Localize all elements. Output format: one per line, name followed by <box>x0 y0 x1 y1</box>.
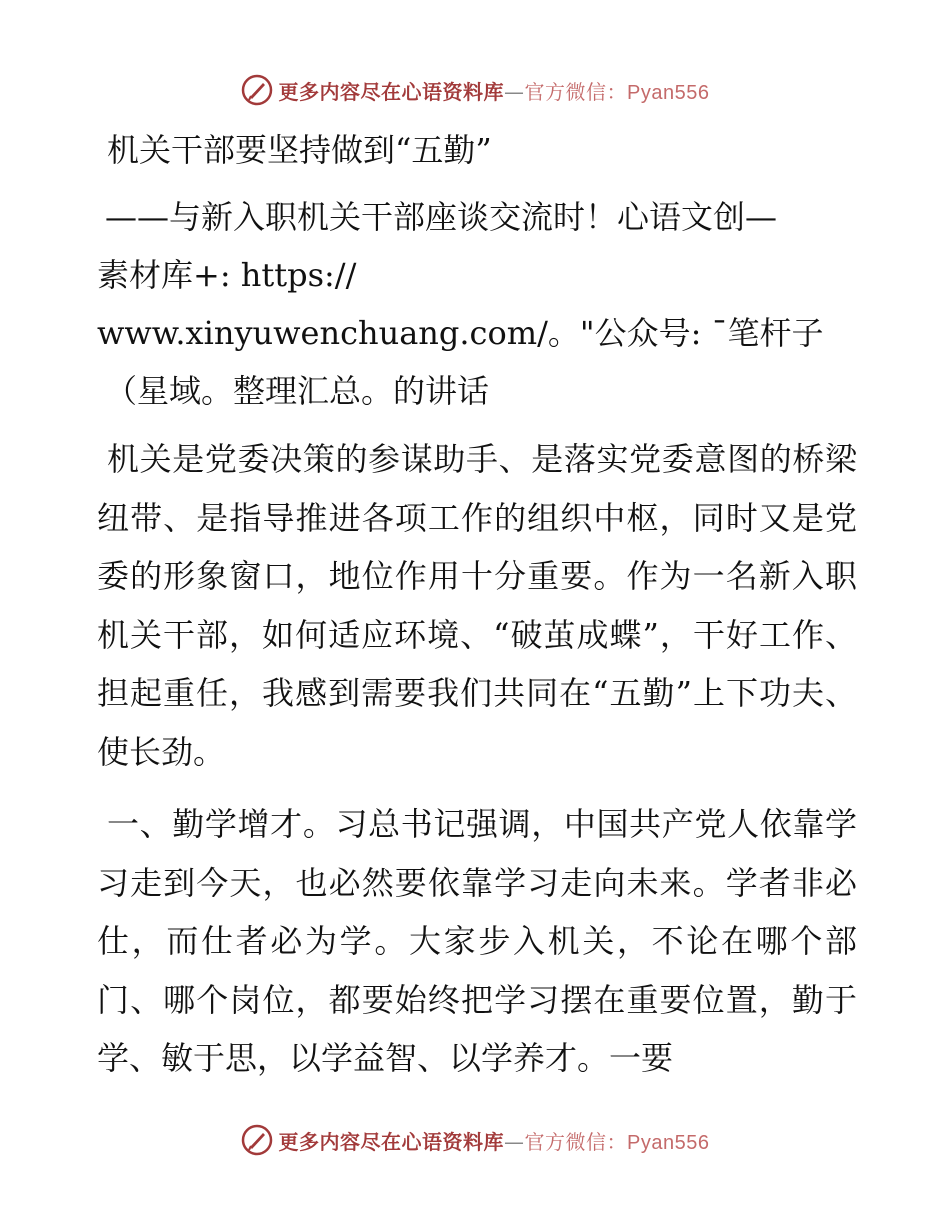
document-title: 机关干部要坚持做到“五勤” <box>107 131 492 169</box>
watermark-dash: — <box>504 79 525 104</box>
watermark-brand: 更多内容尽在心语资料库 <box>278 1129 505 1154</box>
watermark-dash: — <box>504 1129 525 1154</box>
subtitle-line-1: ——与新入职机关干部座谈交流时！心语文创— <box>105 198 778 236</box>
subtitle-line-3: www.xinyuwenchuang.com/。"公众号: ¯笔杆子 <box>97 314 824 352</box>
quill-logo-icon <box>241 1124 273 1156</box>
watermark-official-label: 官方微信： <box>524 1129 628 1154</box>
document-body <box>97 120 857 1102</box>
subtitle-line-2: 素材库+: https:// <box>97 256 357 294</box>
watermark-account: Pyan556 <box>627 81 710 104</box>
watermark-account: Pyan556 <box>627 1131 710 1154</box>
paragraph-section-one-text: 一、勤学增才。习总书记强调，中国共产党人依靠学习走到今天，也必然要依靠学习走向未来。学者非必仕，而仕者必为学。大家步入机关，不论在哪个部门、哪个岗位，都要始终把学习摆在重要位置，勤于学、敏于思，以学益智、以学养才。一要 <box>97 805 857 1077</box>
watermark-brand: 更多内容尽在心语资料库 <box>278 79 505 104</box>
watermark-official-label: 官方微信： <box>524 79 628 104</box>
document-subtitle <box>97 188 857 420</box>
header-watermark <box>0 70 950 110</box>
paragraph-intro-text: 机关是党委决策的参谋助手、是落实党委意图的桥梁纽带、是指导推进各项工作的组织中枢，同时又是党委的形象窗口，地位作用十分重要。作为一名新入职机关干部，如何适应环境、“破茧成蝶”，干好工作、担起重任，我感到需要我们共同在“五勤”上下功夫、使长劲。 <box>97 440 857 771</box>
watermark-text <box>279 76 710 105</box>
footer-watermark <box>0 1120 950 1160</box>
subtitle-line-4: （星域。整理汇总。的讲话 <box>105 372 490 410</box>
paragraph-section-one <box>97 795 857 1088</box>
watermark-text <box>279 1126 710 1155</box>
quill-logo-icon <box>241 74 273 106</box>
paragraph-intro <box>97 430 857 781</box>
